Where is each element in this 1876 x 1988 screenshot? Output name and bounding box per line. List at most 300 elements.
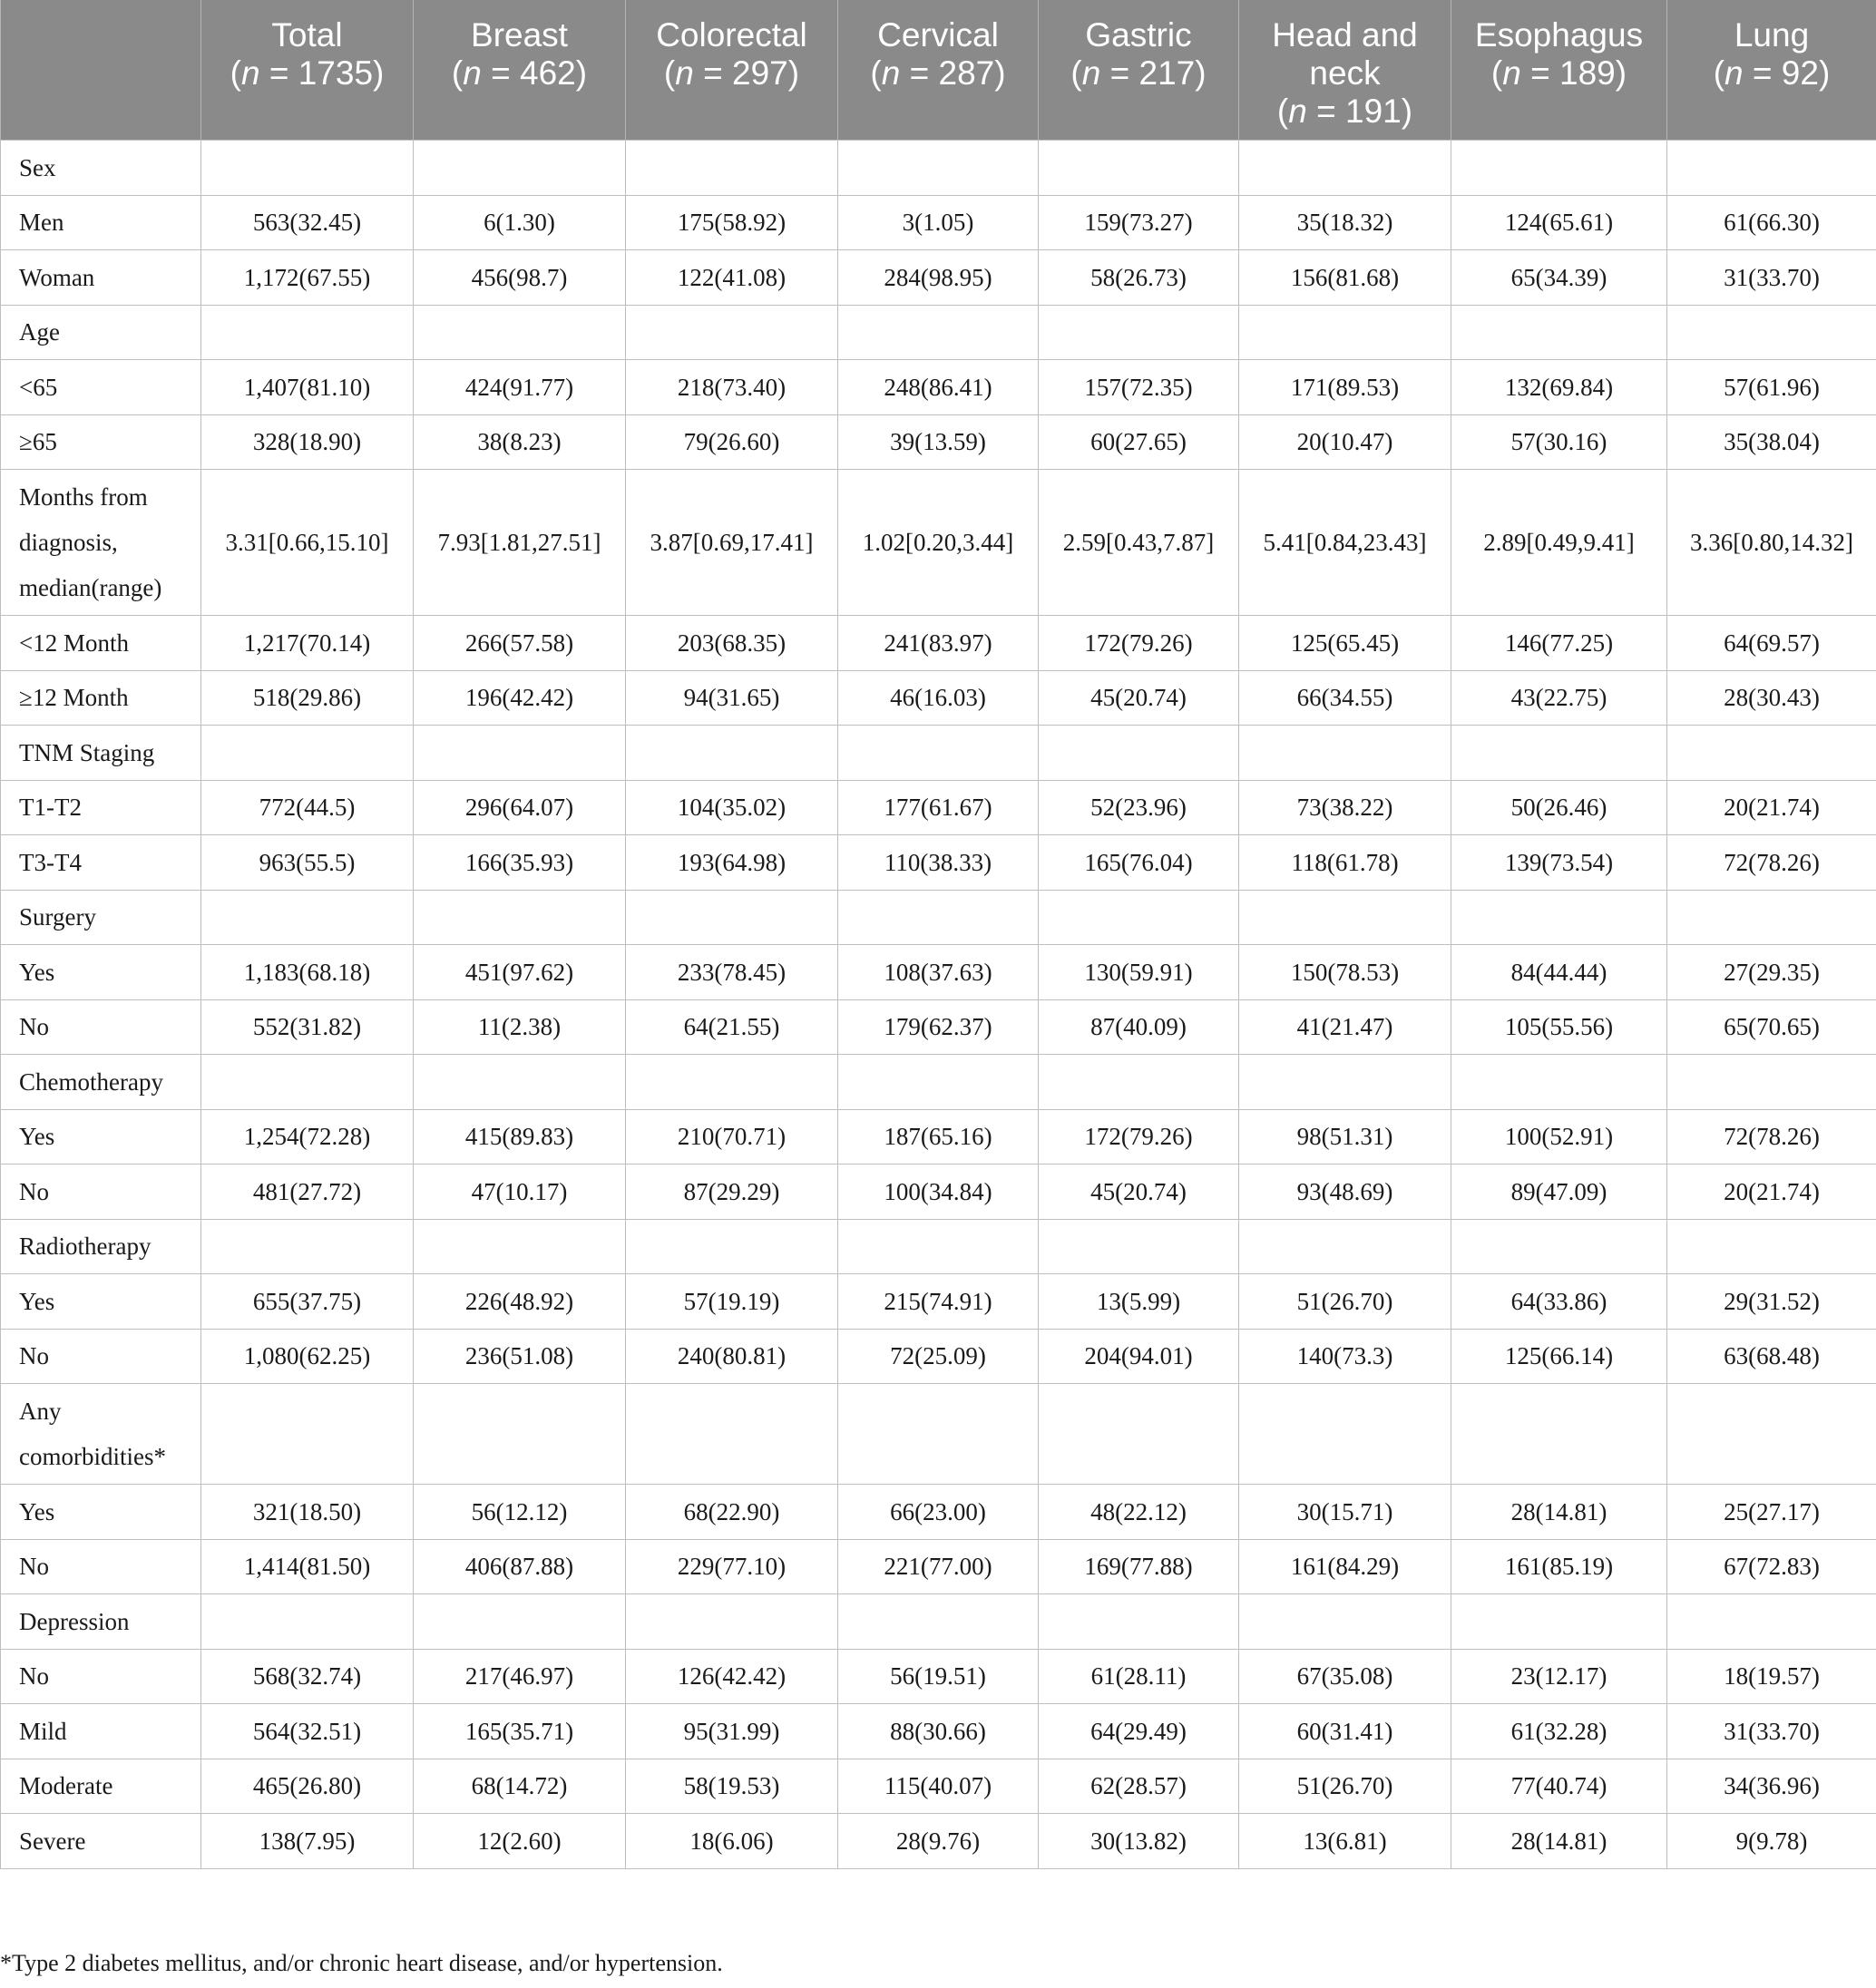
table-cell: 122(41.08) (626, 250, 838, 306)
table-cell (626, 1219, 838, 1274)
table-cell (1039, 726, 1239, 781)
table-row (1, 1274, 1876, 1330)
table-cell: 66(34.55) (1239, 670, 1451, 726)
table-cell (1667, 1055, 1876, 1110)
row-label: No (1, 1649, 201, 1704)
table-cell: 18(6.06) (626, 1814, 838, 1869)
table-cell (1039, 1594, 1239, 1650)
column-header-count: (n = 287) (870, 54, 1006, 92)
table-cell: 204(94.01) (1039, 1329, 1239, 1384)
table-cell: 1,254(72.28) (201, 1109, 414, 1165)
table-cell: 67(72.83) (1667, 1539, 1876, 1594)
table-cell: 165(76.04) (1039, 835, 1239, 891)
column-header-count: (n = 1735) (230, 54, 385, 92)
row-label: ≥12 Month (1, 670, 201, 726)
table-cell (1451, 1384, 1667, 1485)
row-label: T1-T2 (1, 780, 201, 835)
table-row (1, 1219, 1876, 1274)
table-cell: 161(84.29) (1239, 1539, 1451, 1594)
table-cell: 3.31[0.66,15.10] (201, 470, 414, 616)
table-cell: 424(91.77) (414, 360, 626, 415)
table-cell: 88(30.66) (838, 1704, 1039, 1759)
table-cell: 56(12.12) (414, 1485, 626, 1540)
table-cell (1451, 726, 1667, 781)
table-cell (838, 1384, 1039, 1485)
table-cell: 177(61.67) (838, 780, 1039, 835)
row-label: TNM Staging (1, 726, 201, 781)
table-cell: 226(48.92) (414, 1274, 626, 1330)
table-cell: 406(87.88) (414, 1539, 626, 1594)
table-cell (626, 1384, 838, 1485)
table-cell: 20(21.74) (1667, 1165, 1876, 1220)
table-cell: 84(44.44) (1451, 945, 1667, 1000)
table-cell: 72(78.26) (1667, 835, 1876, 891)
table-cell: 108(37.63) (838, 945, 1039, 1000)
table-cell: 193(64.98) (626, 835, 838, 891)
table-cell: 240(80.81) (626, 1329, 838, 1384)
table-cell: 241(83.97) (838, 616, 1039, 671)
table-cell: 172(79.26) (1039, 1109, 1239, 1165)
table-body (1, 141, 1876, 1869)
table-cell: 6(1.30) (414, 195, 626, 250)
table-cell: 65(34.39) (1451, 250, 1667, 306)
table-cell: 118(61.78) (1239, 835, 1451, 891)
table-cell: 25(27.17) (1667, 1485, 1876, 1540)
row-label: Depression (1, 1594, 201, 1650)
table-cell: 48(22.12) (1039, 1485, 1239, 1540)
table-cell: 7.93[1.81,27.51] (414, 470, 626, 616)
table-cell: 12(2.60) (414, 1814, 626, 1869)
table-cell (201, 305, 414, 360)
table-cell: 518(29.86) (201, 670, 414, 726)
table-cell: 61(32.28) (1451, 1704, 1667, 1759)
table-cell: 56(19.51) (838, 1649, 1039, 1704)
table-cell: 5.41[0.84,23.43] (1239, 470, 1451, 616)
table-cell: 41(21.47) (1239, 999, 1451, 1055)
table-cell: 63(68.48) (1667, 1329, 1876, 1384)
table-cell (414, 1055, 626, 1110)
table-cell: 159(73.27) (1039, 195, 1239, 250)
table-cell: 62(28.57) (1039, 1759, 1239, 1814)
column-header (1039, 0, 1239, 141)
table-cell (414, 890, 626, 945)
table-cell: 35(38.04) (1667, 414, 1876, 470)
table-cell: 175(58.92) (626, 195, 838, 250)
column-header (414, 0, 626, 141)
column-header-count: (n = 191) (1276, 93, 1413, 130)
table-cell: 328(18.90) (201, 414, 414, 470)
column-header-name: Lung (1734, 16, 1810, 54)
table-cell (414, 726, 626, 781)
table-cell (201, 1219, 414, 1274)
column-header-count: (n = 189) (1490, 54, 1627, 92)
table-cell: 140(73.3) (1239, 1329, 1451, 1384)
column-header-count: (n = 217) (1070, 54, 1207, 92)
table-row (1, 470, 1876, 616)
table-row (1, 1594, 1876, 1650)
table-cell: 229(77.10) (626, 1539, 838, 1594)
table-cell: 31(33.70) (1667, 250, 1876, 306)
column-header (201, 0, 414, 141)
table-cell: 9(9.78) (1667, 1814, 1876, 1869)
row-label: Yes (1, 1485, 201, 1540)
column-header-name: Breast (471, 16, 568, 54)
table-cell: 481(27.72) (201, 1165, 414, 1220)
table-cell: 3(1.05) (838, 195, 1039, 250)
table-cell: 166(35.93) (414, 835, 626, 891)
table-cell (1667, 1594, 1876, 1650)
table-cell: 64(33.86) (1451, 1274, 1667, 1330)
table-cell: 465(26.80) (201, 1759, 414, 1814)
table-cell (1039, 1384, 1239, 1485)
table-cell: 179(62.37) (838, 999, 1039, 1055)
table-row (1, 1814, 1876, 1869)
table-cell: 72(25.09) (838, 1329, 1039, 1384)
table-cell (414, 305, 626, 360)
table-cell: 217(46.97) (414, 1649, 626, 1704)
table-cell: 321(18.50) (201, 1485, 414, 1540)
table-cell: 132(69.84) (1451, 360, 1667, 415)
table-cell: 210(70.71) (626, 1109, 838, 1165)
table-cell: 130(59.91) (1039, 945, 1239, 1000)
table-cell: 34(36.96) (1667, 1759, 1876, 1814)
table-cell: 125(66.14) (1451, 1329, 1667, 1384)
column-header (1239, 0, 1451, 141)
table-cell (201, 1594, 414, 1650)
table-cell: 456(98.7) (414, 250, 626, 306)
table-cell: 1,217(70.14) (201, 616, 414, 671)
table-cell: 233(78.45) (626, 945, 838, 1000)
table-cell (1039, 1055, 1239, 1110)
table-cell: 29(31.52) (1667, 1274, 1876, 1330)
table-cell (414, 1594, 626, 1650)
table-cell: 72(78.26) (1667, 1109, 1876, 1165)
table-row (1, 945, 1876, 1000)
table-cell: 1,183(68.18) (201, 945, 414, 1000)
table-cell (1239, 305, 1451, 360)
table-cell: 73(38.22) (1239, 780, 1451, 835)
table-row (1, 1485, 1876, 1540)
table-cell: 13(6.81) (1239, 1814, 1451, 1869)
table-cell (838, 305, 1039, 360)
table-cell: 65(70.65) (1667, 999, 1876, 1055)
column-header (1451, 0, 1667, 141)
table-cell: 110(38.33) (838, 835, 1039, 891)
table-cell: 43(22.75) (1451, 670, 1667, 726)
table-cell: 77(40.74) (1451, 1759, 1667, 1814)
table-cell: 23(12.17) (1451, 1649, 1667, 1704)
table-cell: 61(66.30) (1667, 195, 1876, 250)
table-row (1, 1759, 1876, 1814)
table-cell (1667, 141, 1876, 196)
table-cell: 58(19.53) (626, 1759, 838, 1814)
table-cell (1667, 890, 1876, 945)
table-row (1, 305, 1876, 360)
column-header (1667, 0, 1876, 141)
table-cell: 187(65.16) (838, 1109, 1039, 1165)
row-label: Yes (1, 1109, 201, 1165)
row-label: Yes (1, 1274, 201, 1330)
table-cell: 13(5.99) (1039, 1274, 1239, 1330)
table-cell: 64(69.57) (1667, 616, 1876, 671)
table-cell: 2.89[0.49,9.41] (1451, 470, 1667, 616)
table-row (1, 1109, 1876, 1165)
table-cell: 124(65.61) (1451, 195, 1667, 250)
table-cell: 94(31.65) (626, 670, 838, 726)
table-cell: 28(9.76) (838, 1814, 1039, 1869)
table-cell: 138(7.95) (201, 1814, 414, 1869)
table-cell: 221(77.00) (838, 1539, 1039, 1594)
row-label: T3-T4 (1, 835, 201, 891)
table-row (1, 195, 1876, 250)
table-cell: 248(86.41) (838, 360, 1039, 415)
table-cell: 51(26.70) (1239, 1759, 1451, 1814)
table-cell: 95(31.99) (626, 1704, 838, 1759)
table-cell: 125(65.45) (1239, 616, 1451, 671)
column-header (838, 0, 1039, 141)
table-cell (1239, 141, 1451, 196)
table-cell (201, 1055, 414, 1110)
row-label: <65 (1, 360, 201, 415)
table-cell: 68(22.90) (626, 1485, 838, 1540)
table-cell: 772(44.5) (201, 780, 414, 835)
table-cell (414, 1384, 626, 1485)
table-row (1, 1329, 1876, 1384)
table-cell: 46(16.03) (838, 670, 1039, 726)
table-header-row (1, 0, 1876, 141)
table-cell: 67(35.08) (1239, 1649, 1451, 1704)
table-cell: 30(13.82) (1039, 1814, 1239, 1869)
table-cell: 79(26.60) (626, 414, 838, 470)
table-cell: 655(37.75) (201, 1274, 414, 1330)
row-label: No (1, 1539, 201, 1594)
table-cell: 28(30.43) (1667, 670, 1876, 726)
table-cell: 3.87[0.69,17.41] (626, 470, 838, 616)
table-cell: 28(14.81) (1451, 1814, 1667, 1869)
table-row (1, 890, 1876, 945)
table-cell (1451, 141, 1667, 196)
table-cell: 150(78.53) (1239, 945, 1451, 1000)
table-cell: 61(28.11) (1039, 1649, 1239, 1704)
table-cell: 1.02[0.20,3.44] (838, 470, 1039, 616)
table-row (1, 360, 1876, 415)
table-cell (838, 726, 1039, 781)
table-cell: 568(32.74) (201, 1649, 414, 1704)
table-cell: 64(29.49) (1039, 1704, 1239, 1759)
table-cell (1239, 890, 1451, 945)
row-label: Severe (1, 1814, 201, 1869)
table-row (1, 1165, 1876, 1220)
table-cell (626, 1594, 838, 1650)
table-row (1, 999, 1876, 1055)
table-cell (201, 890, 414, 945)
table-cell: 451(97.62) (414, 945, 626, 1000)
table-cell: 1,407(81.10) (201, 360, 414, 415)
table-row (1, 414, 1876, 470)
table-cell: 203(68.35) (626, 616, 838, 671)
row-label: No (1, 1329, 201, 1384)
table-cell (626, 890, 838, 945)
row-label: ≥65 (1, 414, 201, 470)
table-cell: 100(34.84) (838, 1165, 1039, 1220)
row-label: Months from diagnosis, median(range) (1, 470, 201, 616)
table-cell (1039, 305, 1239, 360)
column-header-count: (n = 462) (451, 54, 588, 92)
table-cell: 38(8.23) (414, 414, 626, 470)
table-cell: 64(21.55) (626, 999, 838, 1055)
table-cell (1667, 1384, 1876, 1485)
table-row (1, 1384, 1876, 1485)
table-cell (1239, 1219, 1451, 1274)
table-cell: 1,414(81.50) (201, 1539, 414, 1594)
table-cell: 30(15.71) (1239, 1485, 1451, 1540)
table-cell (626, 305, 838, 360)
table-cell: 50(26.46) (1451, 780, 1667, 835)
table-cell: 39(13.59) (838, 414, 1039, 470)
row-label: Radiotherapy (1, 1219, 201, 1274)
table-cell: 57(30.16) (1451, 414, 1667, 470)
table-cell (414, 1219, 626, 1274)
table-cell (626, 1055, 838, 1110)
table-cell: 20(21.74) (1667, 780, 1876, 835)
table-cell: 98(51.31) (1239, 1109, 1451, 1165)
row-label: Moderate (1, 1759, 201, 1814)
table-cell (201, 1384, 414, 1485)
table-cell: 564(32.51) (201, 1704, 414, 1759)
table-cell: 3.36[0.80,14.32] (1667, 470, 1876, 616)
table-row (1, 726, 1876, 781)
table-cell: 115(40.07) (838, 1759, 1039, 1814)
row-label: No (1, 999, 201, 1055)
table-cell: 93(48.69) (1239, 1165, 1451, 1220)
row-label: Yes (1, 945, 201, 1000)
row-label: Any comorbidities* (1, 1384, 201, 1485)
table-cell: 35(18.32) (1239, 195, 1451, 250)
table-cell: 146(77.25) (1451, 616, 1667, 671)
table-cell: 68(14.72) (414, 1759, 626, 1814)
table-cell: 87(29.29) (626, 1165, 838, 1220)
row-label: Men (1, 195, 201, 250)
table-cell: 31(33.70) (1667, 1704, 1876, 1759)
table-cell: 296(64.07) (414, 780, 626, 835)
table-cell: 284(98.95) (838, 250, 1039, 306)
table-row (1, 1055, 1876, 1110)
row-label: Chemotherapy (1, 1055, 201, 1110)
table-cell: 45(20.74) (1039, 670, 1239, 726)
table-cell: 172(79.26) (1039, 616, 1239, 671)
table-cell (1451, 1594, 1667, 1650)
row-label: Sex (1, 141, 201, 196)
row-label: Woman (1, 250, 201, 306)
table-row (1, 1649, 1876, 1704)
table-cell (626, 141, 838, 196)
table-cell: 215(74.91) (838, 1274, 1039, 1330)
row-label: Surgery (1, 890, 201, 945)
table-cell: 157(72.35) (1039, 360, 1239, 415)
table-row (1, 250, 1876, 306)
table-cell: 1,172(67.55) (201, 250, 414, 306)
table-cell (626, 726, 838, 781)
table-cell (838, 141, 1039, 196)
table-cell: 51(26.70) (1239, 1274, 1451, 1330)
table-cell: 52(23.96) (1039, 780, 1239, 835)
table-cell (1667, 305, 1876, 360)
table-cell: 156(81.68) (1239, 250, 1451, 306)
table-row (1, 1539, 1876, 1594)
row-label: No (1, 1165, 201, 1220)
header-corner-cell (1, 0, 201, 141)
table-cell: 169(77.88) (1039, 1539, 1239, 1594)
table-cell: 563(32.45) (201, 195, 414, 250)
table-cell: 28(14.81) (1451, 1485, 1667, 1540)
table-cell: 266(57.58) (414, 616, 626, 671)
table-cell: 11(2.38) (414, 999, 626, 1055)
table-cell: 66(23.00) (838, 1485, 1039, 1540)
table-cell (1667, 1219, 1876, 1274)
table-cell: 18(19.57) (1667, 1649, 1876, 1704)
table-cell: 165(35.71) (414, 1704, 626, 1759)
table-cell (838, 1055, 1039, 1110)
table-cell: 196(42.42) (414, 670, 626, 726)
column-header-name: Cervical (877, 16, 999, 54)
table-cell (1239, 1055, 1451, 1110)
row-label: <12 Month (1, 616, 201, 671)
table-row (1, 1704, 1876, 1759)
table-cell: 89(47.09) (1451, 1165, 1667, 1220)
table-cell: 105(55.56) (1451, 999, 1667, 1055)
column-header (626, 0, 838, 141)
table-row (1, 670, 1876, 726)
table-cell (201, 141, 414, 196)
column-header-name: Colorectal (656, 16, 807, 54)
table-cell: 60(31.41) (1239, 1704, 1451, 1759)
column-header-count: (n = 92) (1713, 54, 1831, 92)
table-row (1, 780, 1876, 835)
table-cell (201, 726, 414, 781)
column-header-name: Esophagus (1474, 16, 1644, 54)
table-cell (1039, 141, 1239, 196)
row-label: Age (1, 305, 201, 360)
table-cell: 236(51.08) (414, 1329, 626, 1384)
table-cell (838, 1219, 1039, 1274)
table-cell (414, 141, 626, 196)
table-cell: 27(29.35) (1667, 945, 1876, 1000)
column-header-name: Gastric (1085, 16, 1192, 54)
table-cell (1039, 1219, 1239, 1274)
table-cell (838, 1594, 1039, 1650)
table-cell: 100(52.91) (1451, 1109, 1667, 1165)
table-footnote: *Type 2 diabetes mellitus, and/or chronic heart disease, and/or hypertension. (0, 1950, 723, 1976)
row-label: Mild (1, 1704, 201, 1759)
table-cell: 104(35.02) (626, 780, 838, 835)
table-cell: 2.59[0.43,7.87] (1039, 470, 1239, 616)
table-cell: 139(73.54) (1451, 835, 1667, 891)
table-cell: 171(89.53) (1239, 360, 1451, 415)
column-header-name: Head and neck (1272, 16, 1418, 92)
table-cell (1451, 1219, 1667, 1274)
table-cell (838, 890, 1039, 945)
column-header-name: Total (271, 16, 343, 54)
table-cell: 1,080(62.25) (201, 1329, 414, 1384)
table-cell (1039, 890, 1239, 945)
table-cell (1239, 1594, 1451, 1650)
table-row (1, 835, 1876, 891)
table-cell (1451, 305, 1667, 360)
table-cell: 552(31.82) (201, 999, 414, 1055)
table-row (1, 616, 1876, 671)
table-cell: 47(10.17) (414, 1165, 626, 1220)
table-cell: 126(42.42) (626, 1649, 838, 1704)
